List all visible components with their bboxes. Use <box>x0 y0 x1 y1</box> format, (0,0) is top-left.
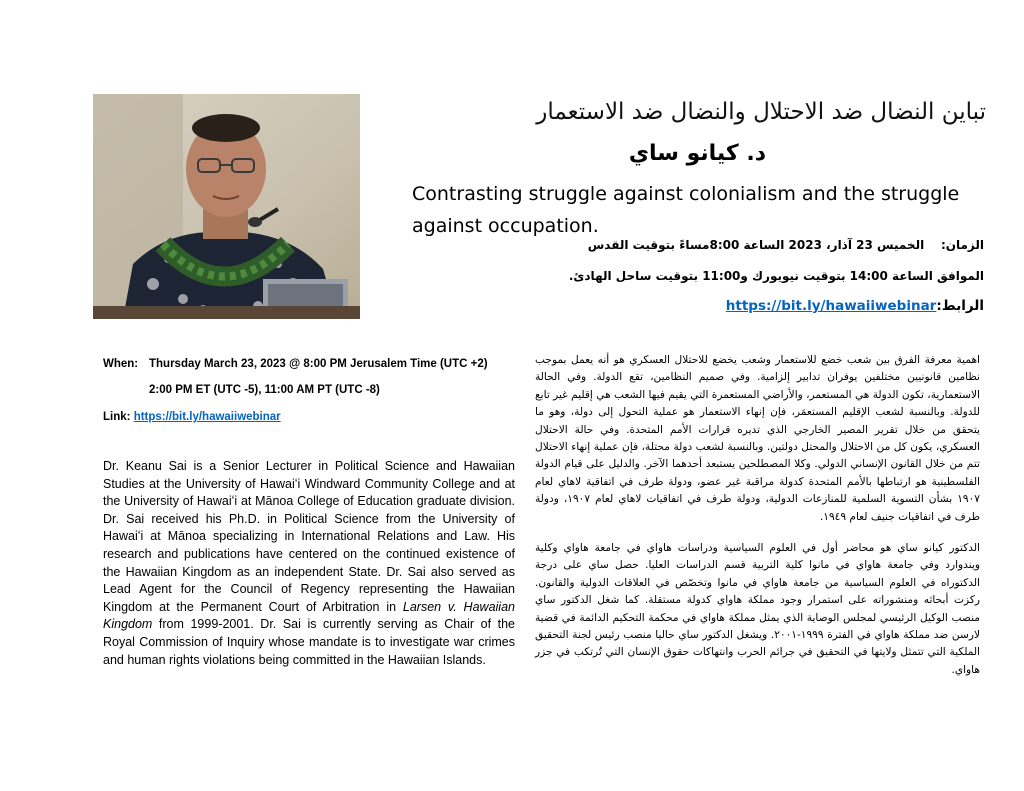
link-label: Link: <box>103 411 131 423</box>
arabic-equiv-line: الموافق الساعة 14:00 بتوقيت نيويورك و11:00 بتوقيت ساحل الهادئ. <box>568 269 984 283</box>
english-when-line-2: 2:00 PM ET (UTC -5), 11:00 AM PT (UTC -8) <box>149 384 380 396</box>
when-value: Thursday March 23, 2023 @ 8:00 PM Jerusalem Time (UTC +2) <box>149 358 488 370</box>
english-title: Contrasting struggle against colonialism and the struggle against occupation. <box>412 183 960 237</box>
bio-en-part1: Dr. Keanu Sai is a Senior Lecturer in Political Science and Hawaiian Studies at the University of Hawaiʻi Windward Community College and at the University of Hawaiʻi at Mānoa College of Education graduate division. Dr. Sai received his Ph.D. in Political Science from the University of Hawaiʻi at Mānoa specializing in International Relations and Law. His research and publications have centered on the continued existence of the Hawaiian Kingdom as an independent State. Dr. Sai also served as Lead Agent for the Council of Regency representing the Hawaiian Kingdom at the Permanent Court of Arbitration in <box>103 459 515 614</box>
arabic-paragraph-1: اهمية معرفة الفرق بين شعب خضع للاستعمار وشعب يخضع للاحتلال العسكري هو أنه يعمل بموجب نظامين قانونيين مختلفين يوفران تدابير إلزامية. وفي صميم النظامين، تقع الدولة. وفي الحالة الاستعمارية، تكون الدولة هي المستعمر، والأراضي المستعمرة التي يقيم فيها الشعب هي إقليم غير تابع للدولة. وبالنسبة لشعب الإقليم المستعمَر، فإن إنهاء الاستعمار هو عملية التحول إلى دولة، وهو ما يتحقق من خلال تقرير المصير الخارجي الذي تديره قرارات الأمم المتحدة. وفي حالة الاحتلال العسكري، يكون كل من الاحتلال والمحتل دولتين. وبالنسبة لشعب دولة محتلة، فإن عملية إنهاء الاحتلال تتم من خلال القانون الإنساني الدولي. وكلا المصطلحين يستبعد أحدهما الآخر. والدليل على قيام الدولة الفلسطينية هو ارتباطها بالأمم المتحدة كدولة مراقبة غير عضو، ودولة طرف في اتفاقية لاهاي لعام ١٩٠٧ بشأن التسوية السلمية للمنازعات الدولية، ودولة طرف في اتفاقيات لاهاي لعام ١٩٠٧، ودولة طرف في اتفاقيات جنيف لعام ١٩٤٩. <box>535 354 980 523</box>
arabic-time-label: الزمان: <box>940 238 984 252</box>
english-when-line <box>103 357 488 371</box>
bio-en-case-name: Larsen v. Hawaiian Kingdom <box>103 599 515 632</box>
arabic-paragraph-2: الدكتور كيانو ساي هو محاضر أول في العلوم السياسية ودراسات هاواي في جامعة هاواي وكلية ويندوارد وفي جامعة هاواي في مانوا كلية التربية قسم الدراسات العليا. حصل ساي على درجة الدكتوراه في العلوم السياسية من جامعة هاواي في مانوا وتخصّص في العلاقات الدولية والقانون. ركزت أبحاثه ومنشوراته على استمرار وجود مملكة هاواي كدولة مستقلة. كما شغل الدكتور ساي منصب الوكيل الرئيسي لمجلس الوصاية الذي يمثل مملكة هاواي في محكمة التحكيم الدائمة في قضية لارسن ضد مملكة هاواي في الفترة ١٩٩٩-٢٠٠١. ويشغل الدكتور ساي حاليا منصب رئيس لجنة التحقيق الملكية التي تتمثل ولايتها في التحقيق في جرائم الحرب وانتهاكات حقوق الإنسان التي تُرتكب في جزر هاواي. <box>535 542 980 676</box>
english-link-line <box>103 410 281 424</box>
english-bio <box>103 458 515 669</box>
arabic-title: تباين النضال ضد الاحتلال والنضال ضد الاستعمار <box>536 99 986 125</box>
speaker-photo-image <box>93 94 360 319</box>
arabic-link-line <box>404 298 984 314</box>
bio-en-part2: from 1999-2001. Dr. Sai is currently serving as Chair of the Royal Commission of Inquiry whose mandate is to investigate war crimes and human rights violations being committed in the Hawaiian Islands. <box>103 617 515 667</box>
when-label: When: <box>103 358 139 370</box>
arabic-time-value: الخميس 23 آذار، 2023 الساعة 8:00مساءً بتوقيت القدس <box>587 238 925 252</box>
arabic-time-line <box>404 237 984 253</box>
arabic-speaker-name: د. كيانو ساي <box>628 141 766 166</box>
english-webinar-link[interactable]: https://bit.ly/hawaiiwebinar <box>133 411 281 423</box>
arabic-link-label: الرابط: <box>936 298 984 314</box>
speaker-photo <box>93 94 360 319</box>
arabic-webinar-link[interactable]: https://bit.ly/hawaiiwebinar <box>725 298 937 314</box>
